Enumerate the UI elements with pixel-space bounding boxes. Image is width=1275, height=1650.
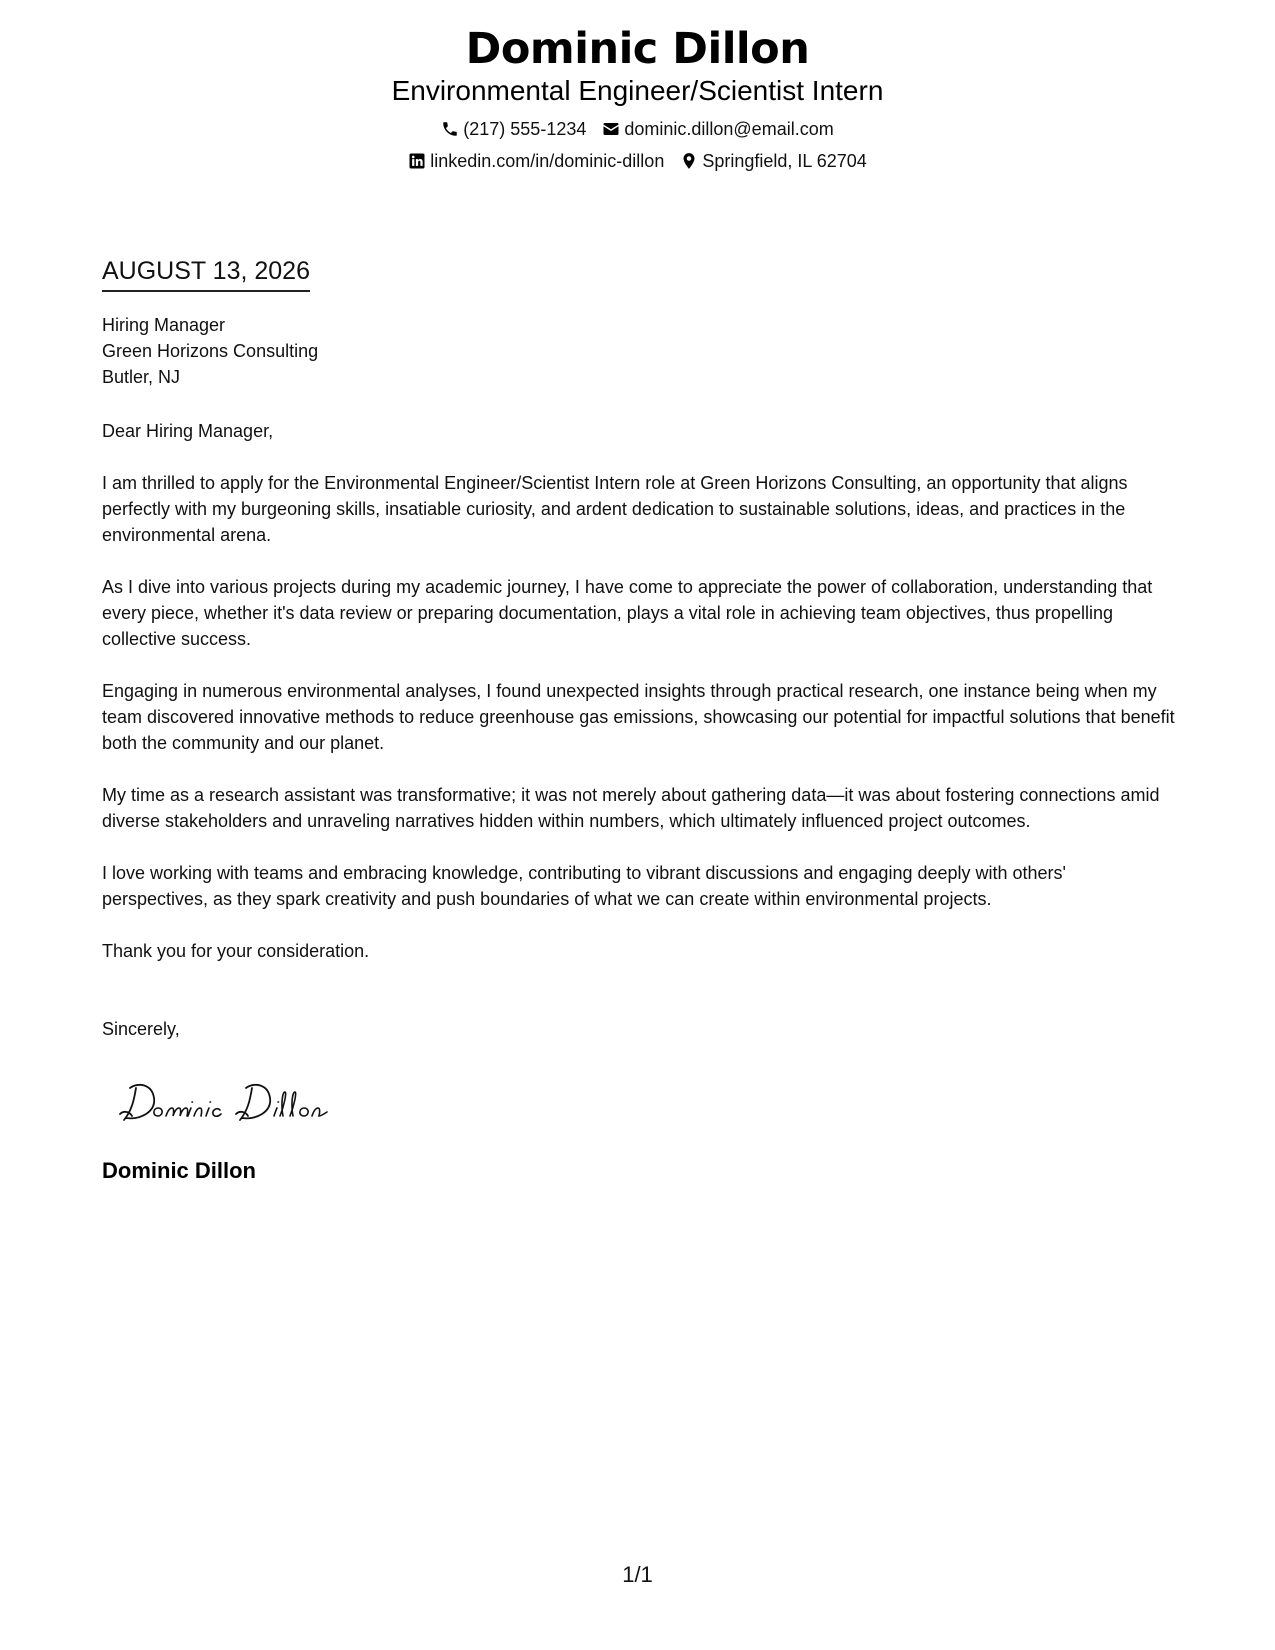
contact-row-primary — [0, 118, 1275, 140]
applicant-job-title: Environmental Engineer/Scientist Intern — [391, 75, 884, 106]
map-marker-icon — [680, 152, 698, 170]
thank-you-line: Thank you for your consideration. — [102, 941, 370, 961]
contact-phone — [441, 118, 586, 140]
location-text: Springfield, IL 62704 — [702, 151, 867, 171]
linkedin-icon — [408, 152, 426, 170]
recipient-line: Hiring Manager — [102, 315, 226, 335]
phone-icon — [441, 120, 459, 138]
body-paragraph: Engaging in numerous environmental analyses, I found unexpected insights through practical research, one instance being when my team discovered innovative methods to reduce greenhouse gas emissions, showcasing our potential for impactful solutions that benefit both the community and our planet. — [102, 681, 1175, 753]
signed-name: Dominic Dillon — [102, 1158, 256, 1183]
body-paragraph: As I dive into various projects during my academic journey, I have come to appreciate the power of collaboration, understanding that every piece, whether it's data review or preparing documentation, plays a vital role in achieving team objectives, thus propelling collective success. — [102, 577, 1153, 649]
recipient-line: Butler, NJ — [102, 367, 181, 387]
body-paragraph: I am thrilled to apply for the Environmental Engineer/Scientist Intern role at Green Horizons Consulting, an opportunity that aligns perfectly with my burgeoning skills, insatiable curiosity, and ardent dedication to sustainable solutions, ideas, and practices in the environmental arena. — [102, 473, 1128, 545]
contact-email — [602, 118, 833, 140]
closing: Sincerely, — [102, 1019, 180, 1039]
body-paragraph: I love working with teams and embracing knowledge, contributing to vibrant discussions and engaging deeply with others' perspectives, as they spark creativity and push boundaries of what we can create within environmental projects. — [102, 863, 1066, 909]
handwritten-signature — [116, 1074, 356, 1130]
salutation: Dear Hiring Manager, — [102, 421, 274, 441]
body-paragraph: My time as a research assistant was transformative; it was not merely about gathering data—it was about fostering connections amid diverse stakeholders and unraveling narratives hidden within numbers, which ultimately influenced project outcomes. — [102, 785, 1160, 831]
recipient-line: Green Horizons Consulting — [102, 341, 319, 361]
contact-location — [680, 150, 866, 172]
recipient-block — [102, 312, 1177, 390]
contact-linkedin — [408, 150, 664, 172]
letter-header — [0, 22, 1275, 172]
phone-number: (217) 555-1234 — [463, 119, 587, 139]
letter-date: AUGUST 13, 2026 — [102, 256, 310, 292]
linkedin-url: linkedin.com/in/dominic-dillon — [430, 151, 665, 171]
contact-row-secondary — [0, 150, 1275, 172]
email-address: dominic.dillon@email.com — [624, 119, 834, 139]
letter-body — [102, 256, 1177, 1185]
page-number: 1/1 — [622, 1562, 653, 1587]
applicant-name: Dominic Dillon — [465, 24, 810, 74]
envelope-icon — [602, 120, 620, 138]
